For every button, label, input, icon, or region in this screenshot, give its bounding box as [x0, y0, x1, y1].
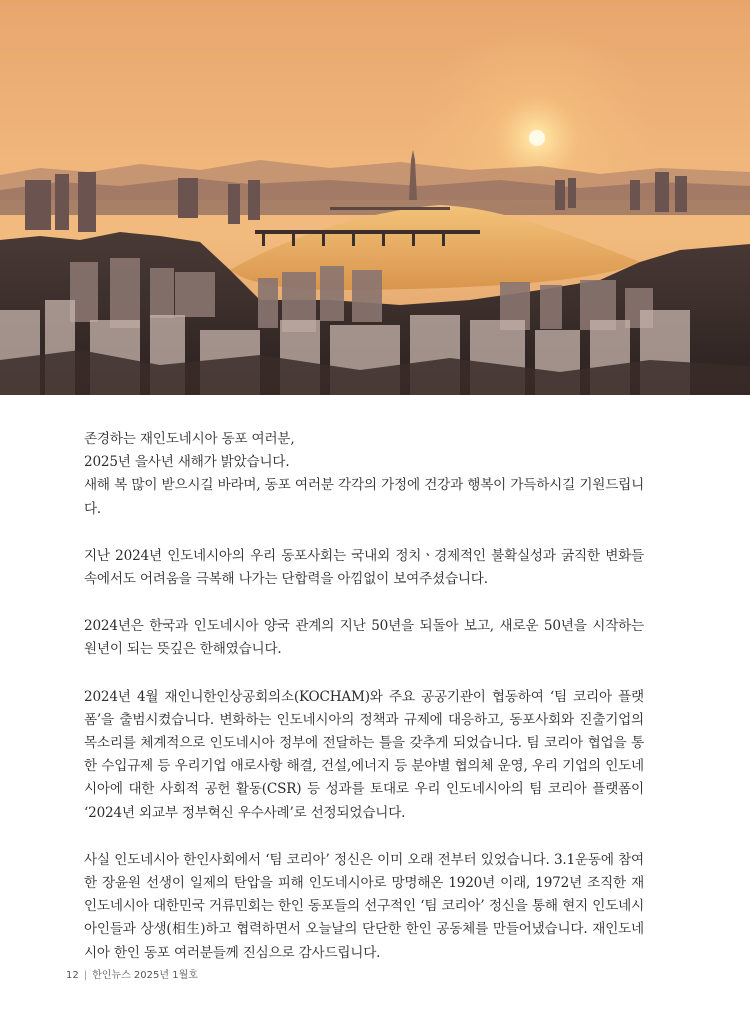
paragraph-team-korea-platform: 2024년 4월 재인니한인상공회의소(KOCHAM)와 주요 공공기관이 협동하여 ‘팀 코리아 플랫폼’을 출범시켰습니다. 변화하는 인도네시아의 정책과 규제에 대응하고, 동포사회와 진출기업의 목소리를 체계적으로 인도네시아 정부에 전달하는 틀을 갖추게 되었습니다. 팀 코리아 협업을 통한 수입규제 등 우리기업 애로사항 해결, 건설,에너지 등 분야별 협의체 운영, 우리 기업의 인도네시아에 대한 사회적 공헌 활동(CSR) 등 성과를 토대로 우리 인도네시아의 팀 코리아 플랫폼이 ‘2024년 외교부 정부혁신 우수사례’로 선정되었습니다.	[84, 688, 644, 821]
sunset-city-river-photo	[0, 0, 750, 395]
paragraph-2024-unity: 지난 2024년 인도네시아의 우리 동포사회는 국내외 정치ㆍ경제적인 불확실성과 굵직한 변화들 속에서도 어려움을 극복해 나가는 단합력을 아낌없이 보여주셨습니다.	[84, 547, 644, 588]
paragraph-greeting: 존경하는 재인도네시아 동포 여러분, 2025년 을사년 새해가 밝았습니다. 새해 복 많이 받으시길 바라며, 동포 여러분 각각의 가정에 건강과 행복이 가득하시길 기원드립니다.	[84, 431, 644, 517]
footer-separator: |	[83, 970, 88, 981]
paragraph-team-korea-spirit: 사실 인도네시아 한인사회에서 ‘팀 코리아’ 정신은 이미 오래 전부터 있었습니다. 3.1운동에 참여한 장윤원 선생이 일제의 탄압을 피해 인도네시아로 망명해온 1920년 이래, 1972년 조직한 재인도네시아 대한민국 거류민회는 한인 동포들의 선구적인 ‘팀 코리아’ 정신을 통해 현지 인도네시아인들과 상생(相生)하고 협력하면서 오늘날의 단단한 한인 공동체를 만들어냈습니다. 재인도네시아 한인 동포 여러분들께 진심으로 감사드립니다.	[84, 851, 644, 961]
paragraph-50-years: 2024년은 한국과 인도네시아 양국 관계의 지난 50년을 되돌아 보고, 새로운 50년을 시작하는 원년이 되는 뜻깊은 한해였습니다.	[84, 618, 644, 658]
page-footer	[66, 966, 198, 981]
letter-body	[84, 428, 644, 989]
hero-photo	[0, 0, 750, 395]
page-number: 12	[66, 970, 79, 981]
publication-name: 한인뉴스 2025년 1월호	[92, 970, 198, 981]
